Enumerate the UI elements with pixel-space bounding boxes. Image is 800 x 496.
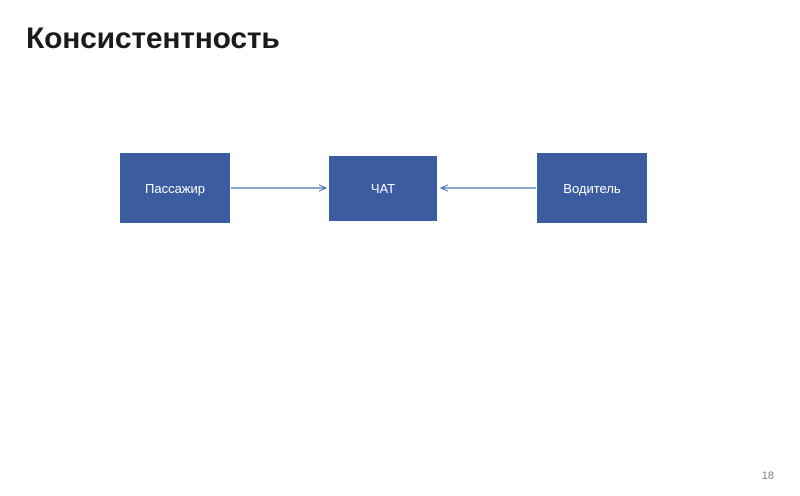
page-number: 18 (761, 470, 774, 482)
node-chat[interactable] (329, 156, 437, 221)
page-title: Консистентность (26, 22, 280, 55)
node-driver-label: Водитель (563, 180, 621, 196)
node-chat-label: ЧАТ (370, 181, 396, 196)
node-passenger-label: Пассажир (145, 180, 205, 196)
node-passenger[interactable] (120, 153, 230, 223)
node-driver[interactable] (537, 153, 647, 223)
